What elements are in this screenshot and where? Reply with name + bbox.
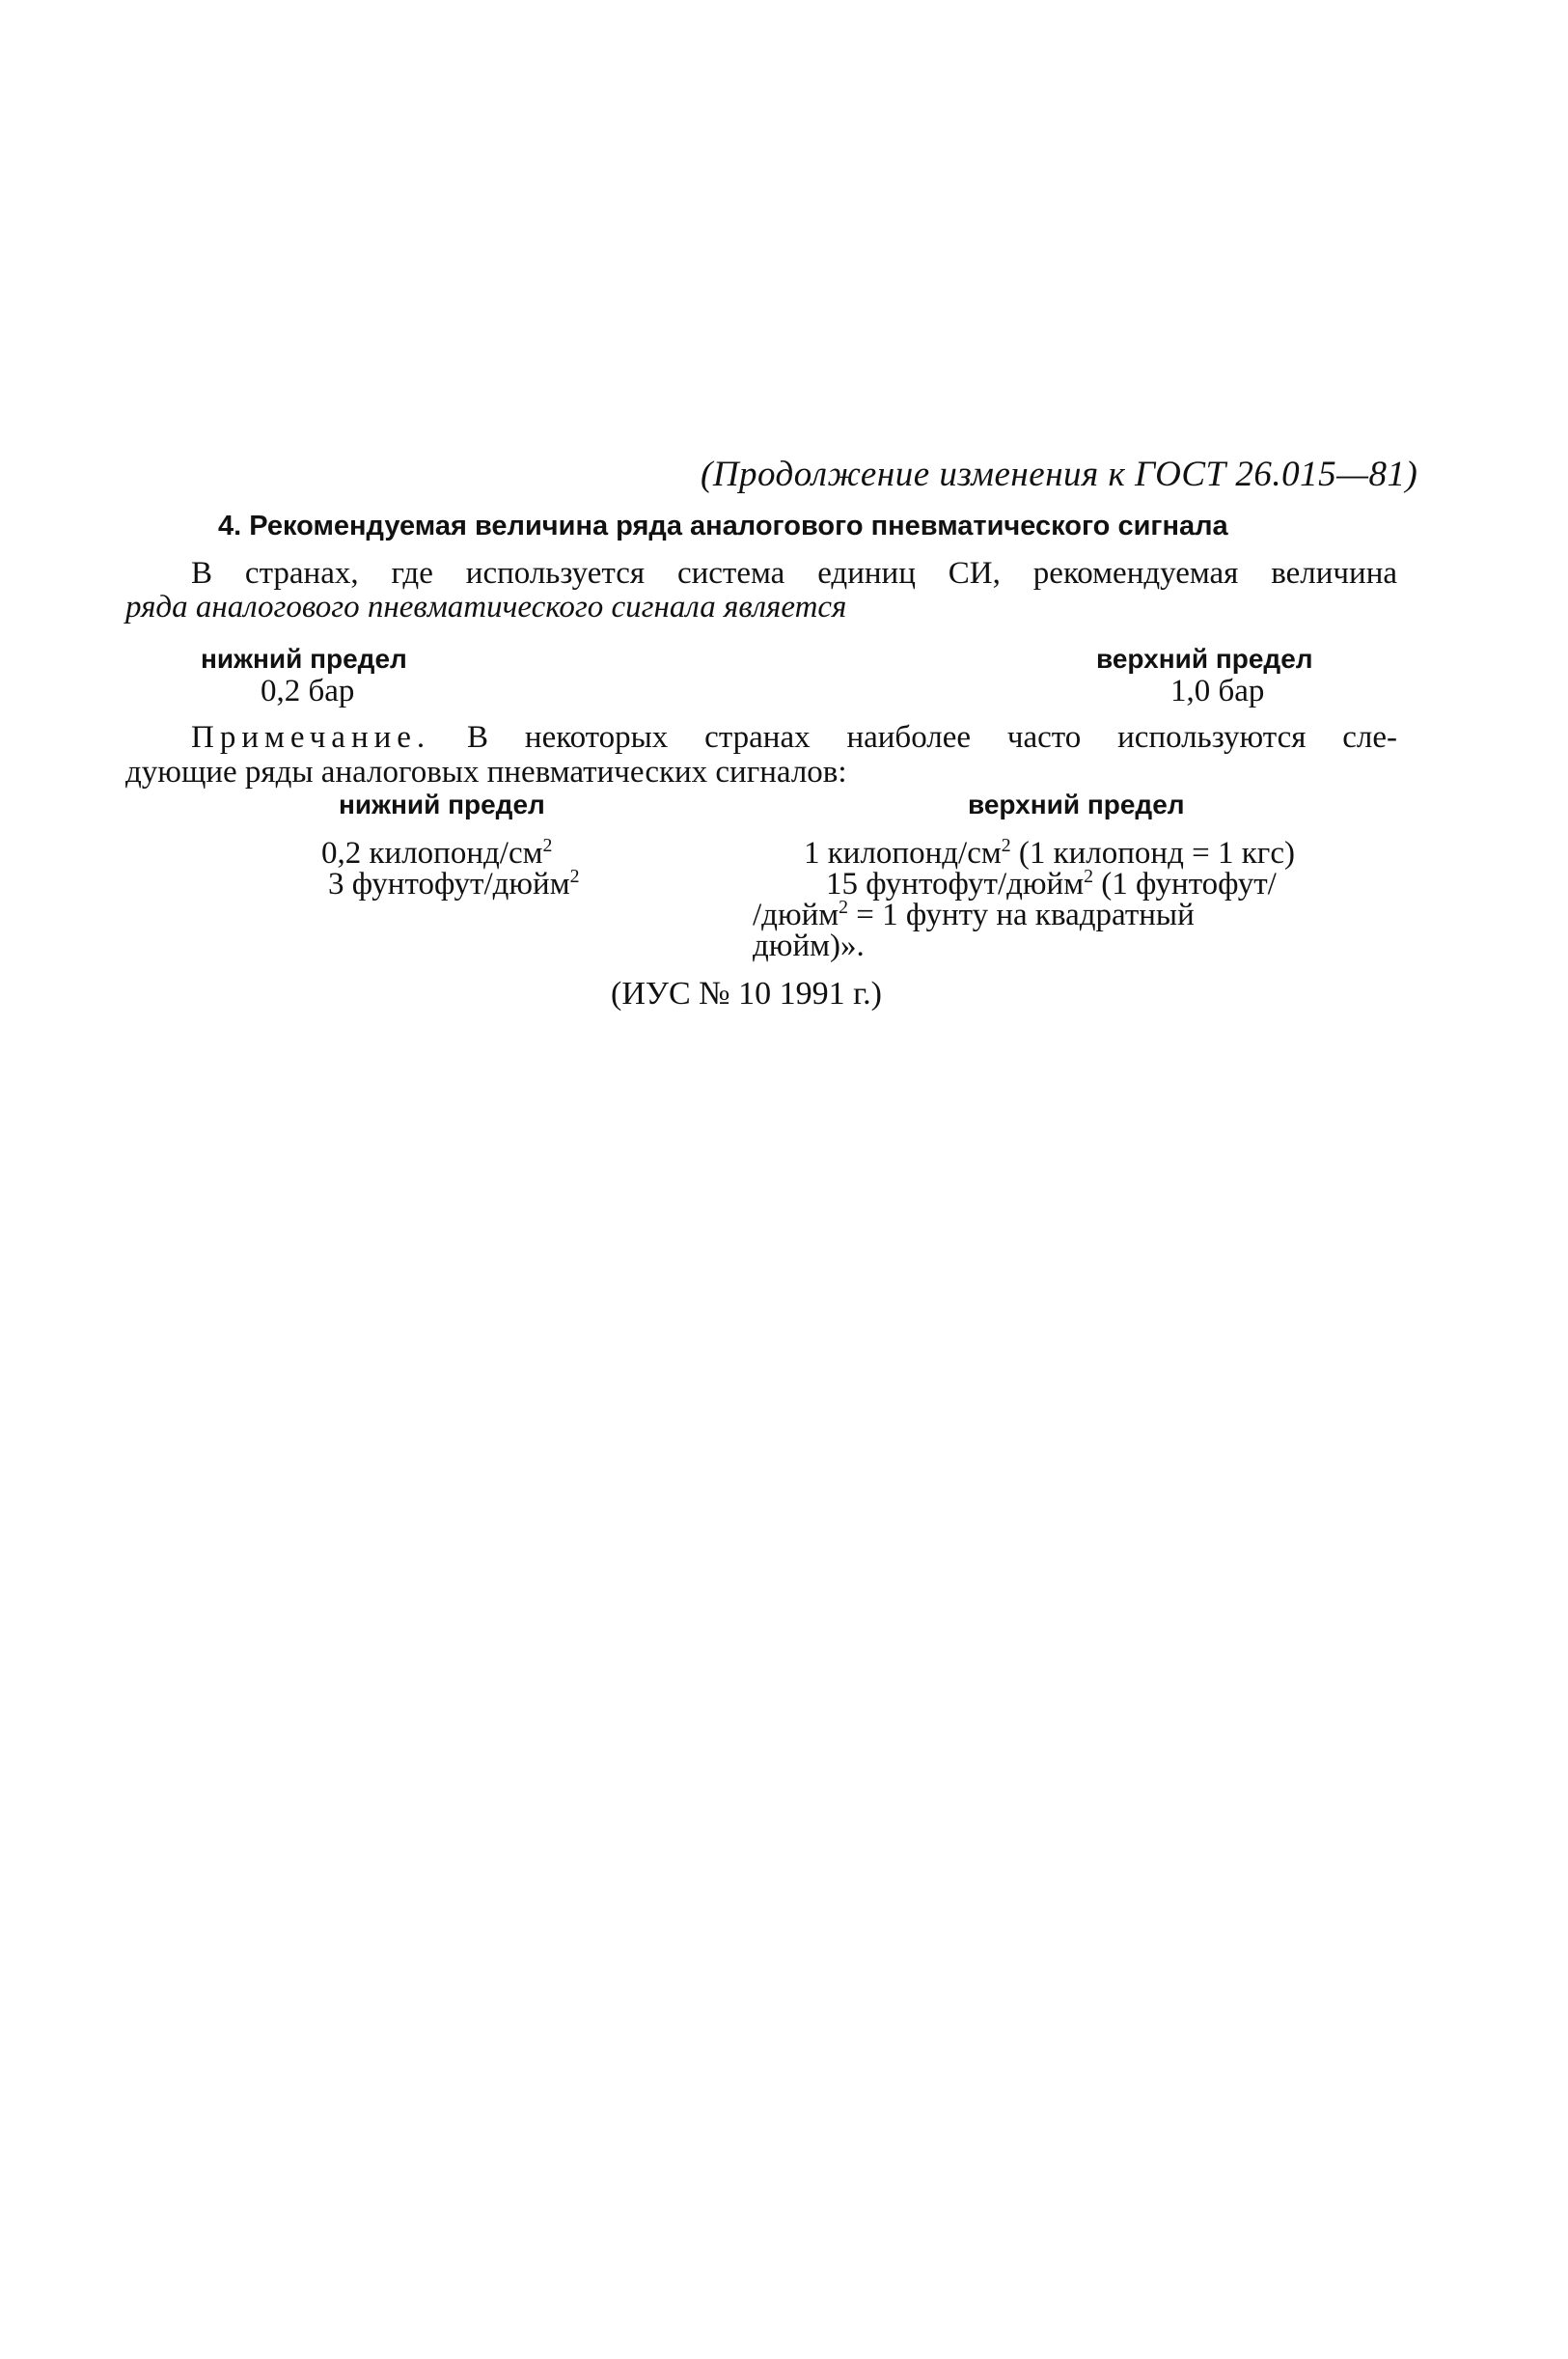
upper-limit-header: верхний предел [1096, 644, 1313, 674]
row-text: дюйм)». [753, 929, 865, 963]
continuation-note: (Продолжение изменения к ГОСТ 26.015—81) [701, 455, 1418, 494]
lower-limit-header: нижний предел [201, 644, 407, 674]
note-upper-limit-header: верхний предел [968, 790, 1185, 819]
source-reference: (ИУС № 10 1991 г.) [611, 976, 882, 1012]
superscript: 2 [1084, 866, 1093, 887]
row-text: 1 килопонд/см [804, 836, 1002, 871]
superscript: 2 [839, 897, 849, 918]
note-upper-row [753, 929, 865, 964]
note-lower-limit-header: нижний предел [339, 790, 545, 819]
upper-limit-value: 1,0 бар [1170, 674, 1265, 708]
row-text: 15 фунтофут/дюйм [826, 867, 1085, 902]
row-tail: = 1 фунту на квадратный [848, 898, 1195, 932]
note-line-1 [191, 720, 1397, 756]
paragraph-line-1: В странах, где используется система единиц СИ, рекомендуемая величина [191, 556, 1397, 591]
row-text: /дюйм [753, 898, 839, 932]
row-tail: (1 килопонд = 1 кгс) [1010, 836, 1295, 871]
row-text: 0,2 килопонд/см [321, 836, 543, 871]
superscript: 2 [542, 835, 553, 856]
note-text-1: В некоторых странах наиболее часто используются сле- [467, 720, 1398, 755]
note-line-2: дующие ряды аналоговых пневматических сигналов: [125, 755, 847, 790]
paragraph-line-2: ряда аналогового пневматического сигнала является [125, 590, 847, 624]
row-text: 3 фунтофут/дюйм [328, 867, 570, 902]
section-heading: 4. Рекомендуемая величина ряда аналогового пневматического сигнала [218, 511, 1228, 541]
superscript: 2 [1001, 835, 1011, 856]
note-label: Примечание. [191, 720, 431, 755]
note-lower-row [328, 867, 579, 902]
row-tail: (1 фунтофут/ [1092, 867, 1277, 902]
lower-limit-value: 0,2 бар [261, 674, 355, 708]
superscript: 2 [569, 866, 580, 887]
